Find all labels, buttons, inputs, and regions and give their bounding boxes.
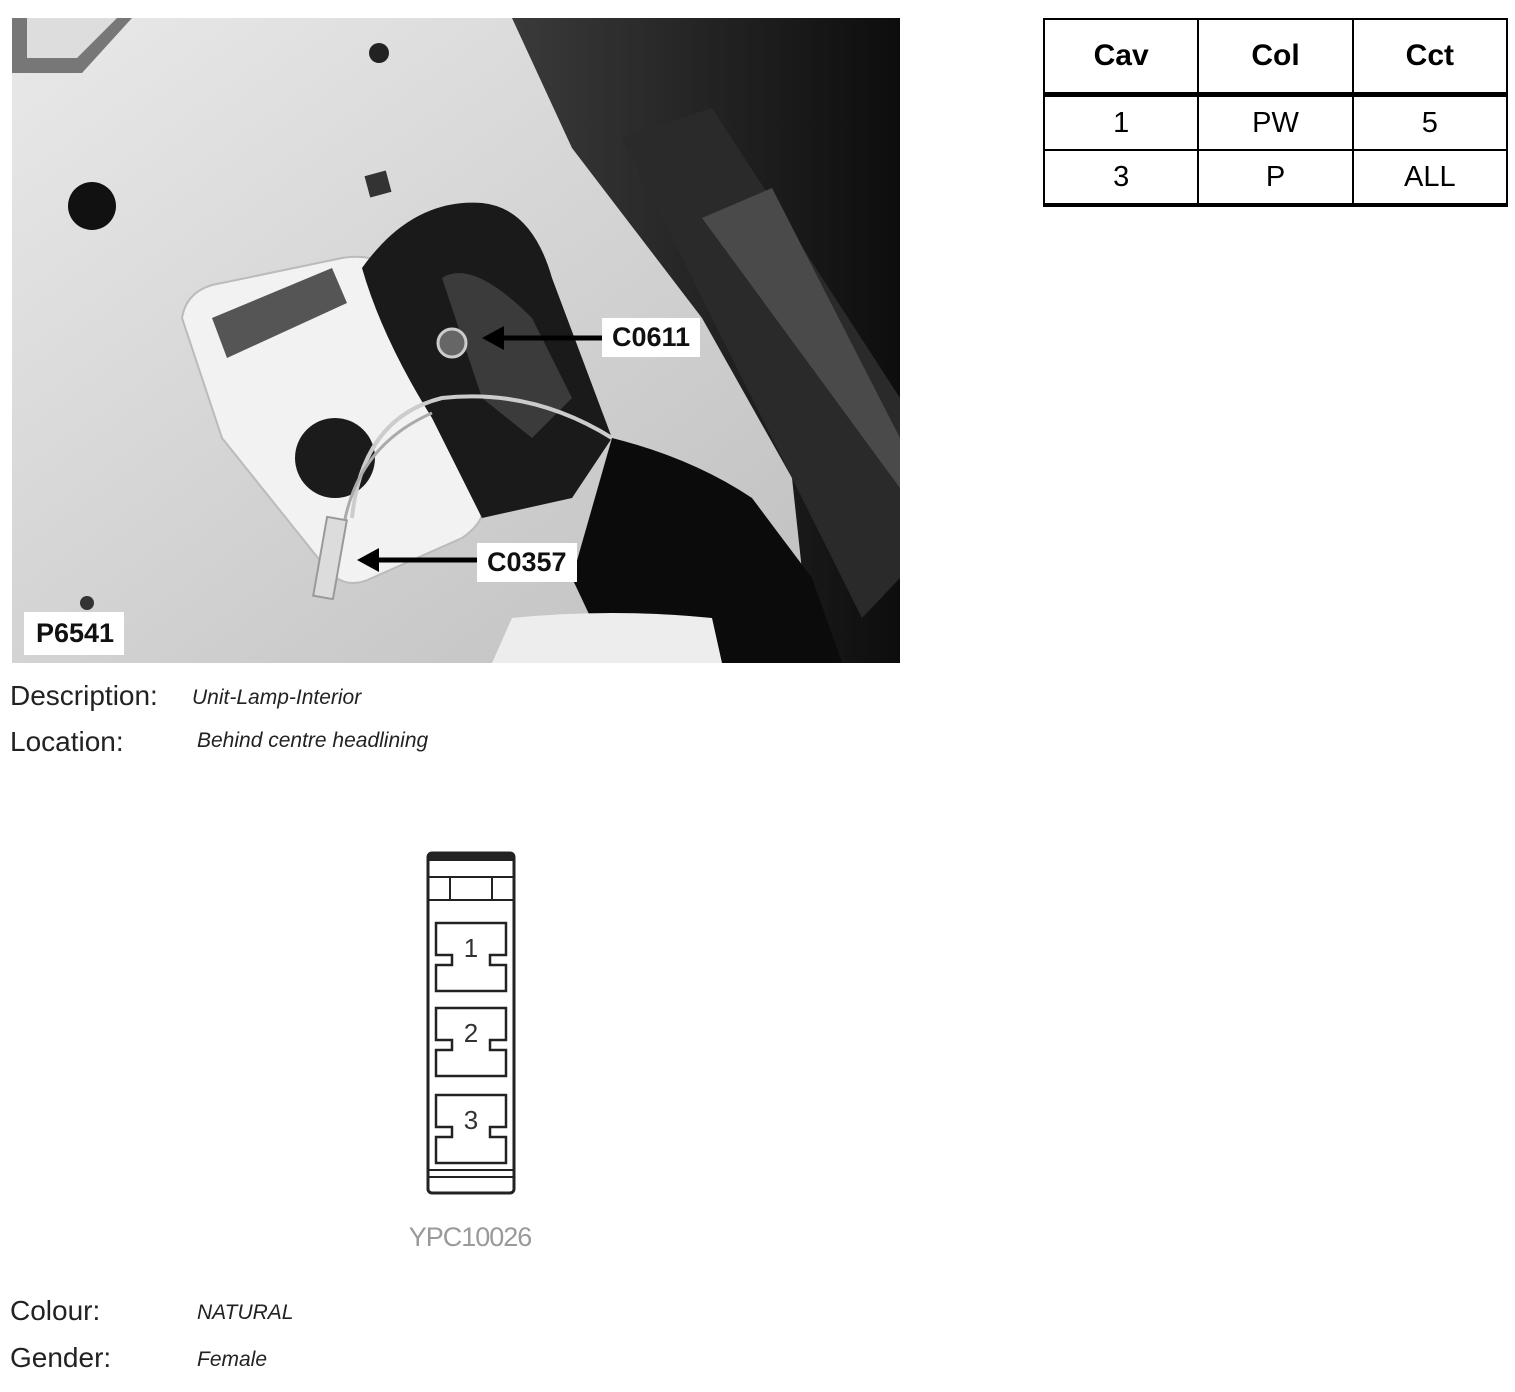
cavity-3-label: 3 xyxy=(463,1105,479,1135)
cavity-2-label: 2 xyxy=(463,1018,479,1048)
cavity-1-label: 1 xyxy=(463,933,479,963)
cell-cav: 1 xyxy=(1044,95,1198,151)
cell-cav: 3 xyxy=(1044,150,1198,205)
location-value: Behind centre headlining xyxy=(197,729,429,752)
cell-cct: ALL xyxy=(1353,150,1507,205)
photo-illustration xyxy=(12,18,900,663)
description-label: Description: xyxy=(10,680,158,711)
callout-c0357: C0357 xyxy=(477,543,577,582)
header-cav: Cav xyxy=(1044,19,1198,95)
connector-part-number: YPC10026 xyxy=(408,1222,532,1252)
gender-label: Gender: xyxy=(10,1342,112,1373)
photo-id-label: P6541 xyxy=(24,612,124,655)
cell-col: P xyxy=(1198,150,1352,205)
table-row xyxy=(1044,95,1507,151)
location-photo xyxy=(12,18,900,663)
table-row xyxy=(1044,150,1507,205)
callout-c0611: C0611 xyxy=(602,318,700,357)
pinout-table xyxy=(1043,18,1508,207)
cell-col: PW xyxy=(1198,95,1352,151)
header-cct: Cct xyxy=(1353,19,1507,95)
gender-value: Female xyxy=(197,1348,268,1371)
colour-value: NATURAL xyxy=(197,1301,294,1324)
cell-cct: 5 xyxy=(1353,95,1507,151)
connector-face-diagram xyxy=(418,845,528,1205)
location-label: Location: xyxy=(10,726,124,757)
colour-label: Colour: xyxy=(10,1295,101,1326)
header-col: Col xyxy=(1198,19,1352,95)
description-value: Unit-Lamp-Interior xyxy=(192,686,362,709)
table-header-row xyxy=(1044,19,1507,95)
